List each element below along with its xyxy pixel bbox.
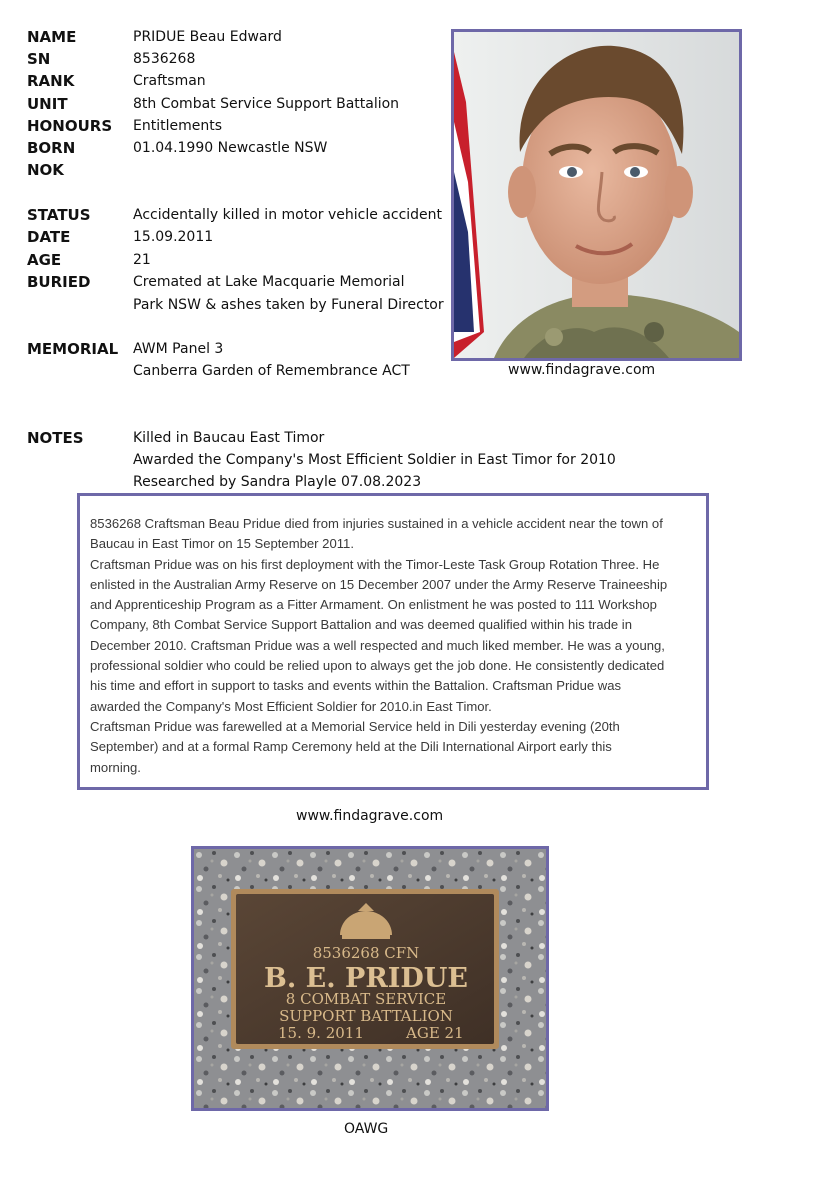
age-label: AGE bbox=[27, 251, 62, 269]
date-label: DATE bbox=[27, 228, 71, 246]
plaque-caption: OAWG bbox=[344, 1121, 389, 1137]
obituary-line: Baucau in East Timor on 15 September 2011. bbox=[90, 536, 354, 552]
obituary-text bbox=[90, 514, 698, 778]
buried-label: BURIED bbox=[27, 273, 91, 291]
age-value: 21 bbox=[133, 252, 151, 268]
memorial-value-line2: Canberra Garden of Remembrance ACT bbox=[133, 363, 410, 379]
plaque-illustration bbox=[194, 849, 546, 1108]
buried-value: Cremated at Lake Macquarie Memorial bbox=[133, 274, 405, 290]
plaque-age: AGE 21 bbox=[406, 1024, 464, 1042]
obituary-line: December 2010. Craftsman Pridue was a well respected and much liked member. He was a young, bbox=[90, 637, 665, 653]
born-value: 01.04.1990 Newcastle NSW bbox=[133, 140, 328, 156]
plaque-service-number: 8536268 CFN bbox=[312, 944, 420, 962]
obituary-line: professional soldier who could be relied upon to always get the job done. He consistently dedicated bbox=[90, 658, 665, 674]
unit-value: 8th Combat Service Support Battalion bbox=[133, 96, 400, 112]
honours-value: Entitlements bbox=[133, 118, 222, 134]
status-value: Accidentally killed in motor vehicle accident bbox=[133, 207, 443, 223]
rank-value: Craftsman bbox=[133, 73, 206, 89]
plaque-unit-line1: 8 COMBAT SERVICE bbox=[285, 990, 447, 1008]
sn-value: 8536268 bbox=[133, 51, 196, 67]
rank-label: RANK bbox=[27, 72, 75, 90]
buried-value-line2: Park NSW & ashes taken by Funeral Director bbox=[133, 297, 444, 313]
photo-caption: www.findagrave.com bbox=[508, 362, 656, 378]
obituary-line: Craftsman Pridue was farewelled at a Memorial Service held in Dili yesterday evening (20th bbox=[90, 718, 620, 734]
notes-value: Killed in Baucau East Timor bbox=[133, 430, 325, 446]
obituary-line: enlisted in the Australian Army Reserve on 15 December 2007 under the Army Reserve Traineeship bbox=[90, 576, 668, 592]
plaque-date: 15. 9. 2011 bbox=[278, 1024, 364, 1042]
obituary-line: awarded the Company's Most Efficient Soldier for 2010.in East Timor. bbox=[90, 698, 492, 714]
status-label: STATUS bbox=[27, 206, 91, 224]
notes-label: NOTES bbox=[27, 429, 84, 447]
sn-label: SN bbox=[27, 50, 51, 68]
obituary-line: Craftsman Pridue was on his first deployment with the Timor-Leste Task Group Rotation Three. He bbox=[90, 556, 660, 572]
obituary-line: and Apprenticeship Program as a Fitter Armament. On enlistment he was posted to 111 Workshop bbox=[90, 597, 657, 613]
memorial-value: AWM Panel 3 bbox=[133, 341, 224, 357]
obituary-line: September) and at a formal Ramp Ceremony held at the Dili International Airport early this bbox=[90, 739, 612, 755]
memorial-label: MEMORIAL bbox=[27, 340, 119, 358]
obituary-line: Company, 8th Combat Service Support Battalion and was deemed qualified within his trade in bbox=[90, 617, 632, 633]
obituary-box bbox=[77, 493, 709, 790]
nok-label: NOK bbox=[27, 161, 64, 179]
honours-label: HONOURS bbox=[27, 117, 113, 135]
obituary-line: 8536268 Craftsman Beau Pridue died from injuries sustained in a vehicle accident near the town of bbox=[90, 516, 663, 531]
plaque-unit-line2: SUPPORT BATTALION bbox=[279, 1007, 453, 1025]
date-value: 15.09.2011 bbox=[133, 229, 214, 245]
notes-value-line2: Awarded the Company's Most Efficient Soldier in East Timor for 2010 bbox=[133, 452, 616, 468]
name-value: PRIDUE Beau Edward bbox=[133, 29, 282, 45]
portrait-illustration bbox=[454, 32, 739, 358]
obituary-line: morning. bbox=[90, 759, 141, 775]
memorial-plaque-photo bbox=[191, 846, 549, 1111]
portrait-photo bbox=[451, 29, 742, 361]
born-label: BORN bbox=[27, 139, 76, 157]
plaque-name: B. E. PRIDUE bbox=[264, 963, 468, 994]
obituary-caption: www.findagrave.com bbox=[296, 808, 444, 824]
notes-value-line3: Researched by Sandra Playle 07.08.2023 bbox=[133, 474, 422, 490]
name-label: NAME bbox=[27, 28, 77, 46]
obituary-line: his time and effort in support to tasks and events within the Battalion. Craftsman Pridue was bbox=[90, 678, 622, 694]
unit-label: UNIT bbox=[27, 95, 68, 113]
